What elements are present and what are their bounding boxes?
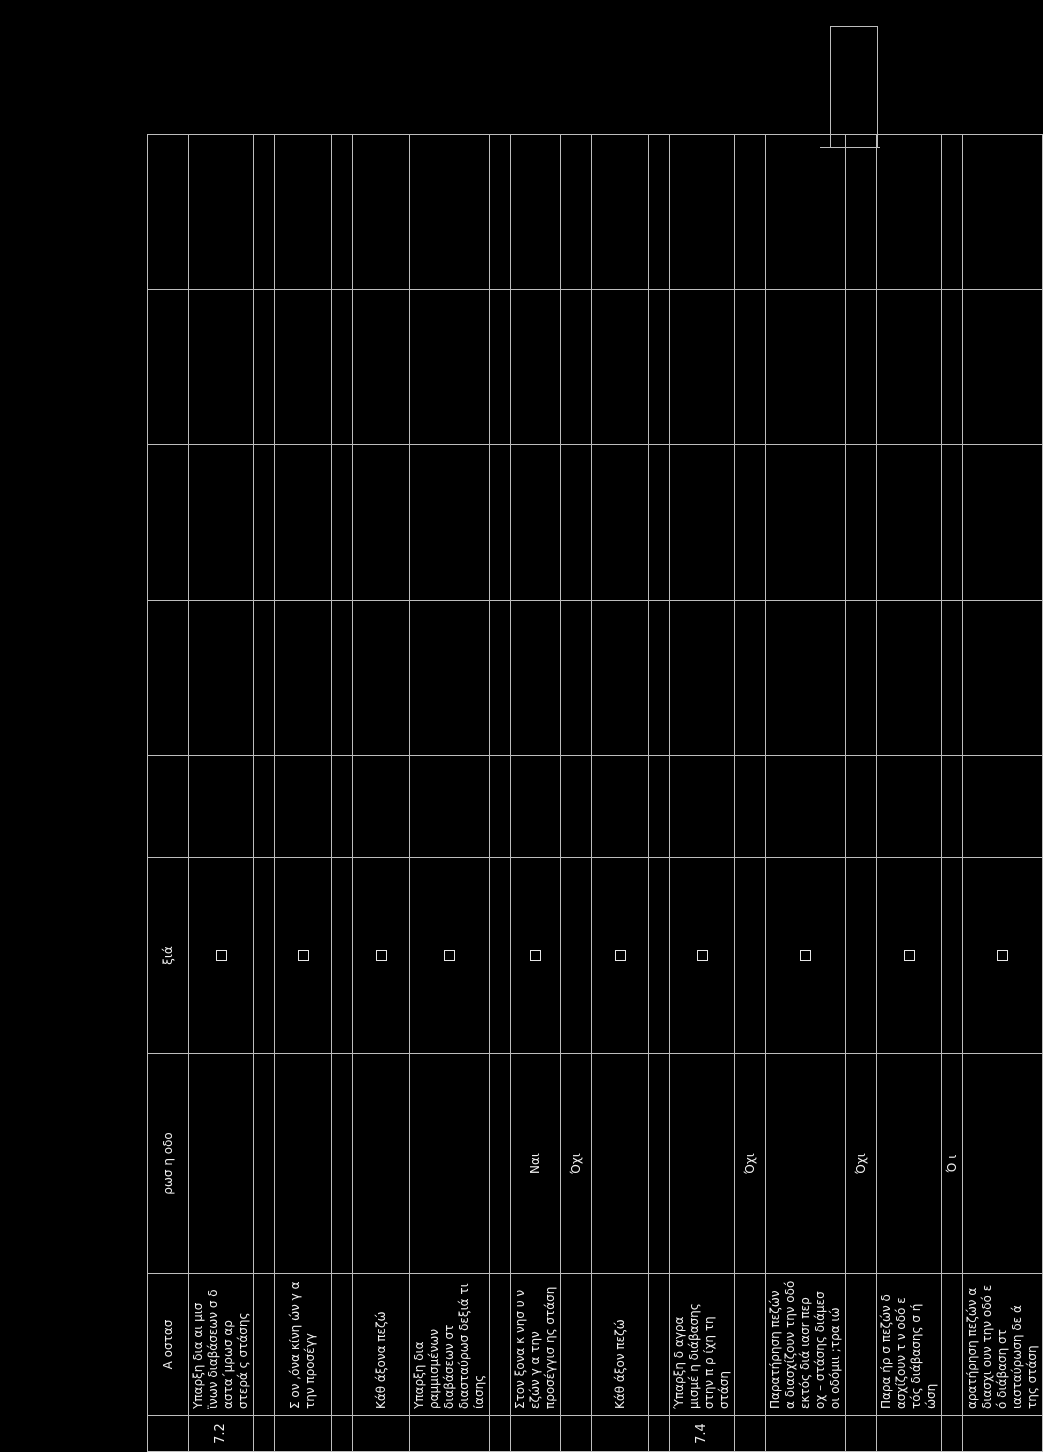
row-number: 7.2	[189, 1416, 254, 1452]
row-observation	[410, 1054, 490, 1274]
row-empty-cell	[735, 290, 766, 445]
row-empty-cell	[490, 600, 511, 755]
side-box	[830, 26, 878, 148]
table-row	[254, 135, 275, 1452]
row-description	[561, 1274, 592, 1416]
row-empty-cell	[410, 135, 490, 290]
header-empty-4	[148, 135, 189, 290]
row-empty-cell	[490, 445, 511, 600]
row-empty-cell	[670, 135, 735, 290]
row-empty-cell	[275, 756, 332, 858]
row-description: Παρα ήρ σ πεζών δ ασχίζουν τ ν οδό ε τός διάβασης σ ή ώση	[877, 1274, 942, 1416]
row-empty-cell	[735, 445, 766, 600]
checkbox[interactable]	[530, 950, 541, 961]
row-number	[877, 1416, 942, 1452]
header-description: Α οστασ	[148, 1274, 189, 1416]
row-check-cell	[649, 858, 670, 1054]
row-empty-cell	[254, 135, 275, 290]
table-row	[511, 135, 561, 1452]
row-empty-cell	[766, 135, 846, 290]
checkbox[interactable]	[298, 950, 309, 961]
row-empty-cell	[275, 600, 332, 755]
row-empty-cell	[353, 445, 410, 600]
row-observation	[189, 1054, 254, 1274]
row-empty-cell	[592, 135, 649, 290]
row-empty-cell	[189, 135, 254, 290]
table-row	[561, 135, 592, 1452]
row-empty-cell	[275, 135, 332, 290]
row-empty-cell	[735, 600, 766, 755]
row-number	[410, 1416, 490, 1452]
row-check-cell	[275, 858, 332, 1054]
table-row	[735, 135, 766, 1452]
row-empty-cell	[963, 756, 1043, 858]
row-empty-cell	[963, 135, 1043, 290]
row-empty-cell	[254, 445, 275, 600]
row-empty-cell	[649, 600, 670, 755]
row-check-cell	[670, 858, 735, 1054]
row-number	[846, 1416, 877, 1452]
row-description	[846, 1274, 877, 1416]
row-observation	[332, 1054, 353, 1274]
row-empty-cell	[561, 445, 592, 600]
table-row	[670, 135, 735, 1452]
row-empty-cell	[332, 135, 353, 290]
row-observation	[963, 1054, 1043, 1274]
row-empty-cell	[189, 600, 254, 755]
row-empty-cell	[254, 600, 275, 755]
row-empty-cell	[410, 756, 490, 858]
row-description	[254, 1274, 275, 1416]
row-check-cell	[846, 858, 877, 1054]
row-empty-cell	[332, 756, 353, 858]
row-empty-cell	[561, 135, 592, 290]
row-empty-cell	[511, 445, 561, 600]
row-number	[942, 1416, 963, 1452]
row-observation: Όχι	[735, 1054, 766, 1274]
row-empty-cell	[846, 290, 877, 445]
row-check-cell	[942, 858, 963, 1054]
row-empty-cell	[942, 135, 963, 290]
row-check-cell	[766, 858, 846, 1054]
row-empty-cell	[877, 445, 942, 600]
row-empty-cell	[877, 756, 942, 858]
row-description	[490, 1274, 511, 1416]
row-observation: Όχι	[846, 1054, 877, 1274]
row-empty-cell	[561, 756, 592, 858]
row-empty-cell	[490, 135, 511, 290]
row-description: Παρατήρηση πεζών α διασχίζουν την οδό εκτός διά ιασr περ οχ – στάσης διάμεσ οι οδόμιι ;τρα ιώ	[766, 1274, 846, 1416]
row-check-cell	[254, 858, 275, 1054]
row-observation	[592, 1054, 649, 1274]
header-number	[148, 1416, 189, 1452]
row-empty-cell	[592, 290, 649, 445]
table-row	[942, 135, 963, 1452]
row-empty-cell	[511, 756, 561, 858]
row-empty-cell	[490, 290, 511, 445]
row-empty-cell	[410, 445, 490, 600]
row-empty-cell	[353, 135, 410, 290]
table-row	[490, 135, 511, 1452]
row-empty-cell	[670, 756, 735, 858]
row-empty-cell	[511, 600, 561, 755]
table-body	[189, 135, 1043, 1452]
row-empty-cell	[649, 135, 670, 290]
row-empty-cell	[254, 290, 275, 445]
row-empty-cell	[592, 756, 649, 858]
row-number	[963, 1416, 1043, 1452]
row-empty-cell	[846, 135, 877, 290]
row-empty-cell	[846, 445, 877, 600]
table-row	[877, 135, 942, 1452]
row-empty-cell	[670, 600, 735, 755]
header-check: ξιά	[148, 858, 189, 1054]
row-empty-cell	[332, 600, 353, 755]
row-empty-cell	[670, 445, 735, 600]
row-empty-cell	[942, 290, 963, 445]
row-observation	[670, 1054, 735, 1274]
checkbox[interactable]	[904, 950, 915, 961]
row-number	[332, 1416, 353, 1452]
table-row	[649, 135, 670, 1452]
table-header-row	[148, 135, 189, 1452]
row-number	[511, 1416, 561, 1452]
row-number	[735, 1416, 766, 1452]
row-check-cell	[410, 858, 490, 1054]
row-empty-cell	[942, 756, 963, 858]
row-observation	[275, 1054, 332, 1274]
row-description	[332, 1274, 353, 1416]
row-number	[275, 1416, 332, 1452]
row-empty-cell	[649, 445, 670, 600]
checkbox[interactable]	[697, 950, 708, 961]
row-empty-cell	[410, 600, 490, 755]
table-row	[592, 135, 649, 1452]
row-number	[592, 1416, 649, 1452]
row-empty-cell	[735, 756, 766, 858]
row-check-cell	[189, 858, 254, 1054]
row-empty-cell	[670, 290, 735, 445]
row-empty-cell	[766, 290, 846, 445]
row-check-cell	[561, 858, 592, 1054]
row-description: Στον ξονα κ νησ υ ν εζών γ α την προσέγγισ ης στάση	[511, 1274, 561, 1416]
table-row	[963, 135, 1043, 1452]
row-empty-cell	[189, 290, 254, 445]
row-empty-cell	[332, 445, 353, 600]
row-empty-cell	[846, 756, 877, 858]
checkbox[interactable]	[615, 950, 626, 961]
row-empty-cell	[649, 756, 670, 858]
row-empty-cell	[332, 290, 353, 445]
table-row	[410, 135, 490, 1452]
row-empty-cell	[735, 135, 766, 290]
row-empty-cell	[189, 445, 254, 600]
row-description	[649, 1274, 670, 1416]
row-check-cell	[735, 858, 766, 1054]
row-empty-cell	[561, 290, 592, 445]
row-observation: Ναι	[511, 1054, 561, 1274]
row-empty-cell	[877, 600, 942, 755]
row-empty-cell	[490, 756, 511, 858]
row-empty-cell	[942, 600, 963, 755]
row-empty-cell	[766, 600, 846, 755]
row-empty-cell	[561, 600, 592, 755]
row-description	[942, 1274, 963, 1416]
row-empty-cell	[963, 290, 1043, 445]
row-observation	[254, 1054, 275, 1274]
row-empty-cell	[275, 290, 332, 445]
header-empty-3	[148, 290, 189, 445]
table-row	[846, 135, 877, 1452]
checkbox[interactable]	[997, 950, 1008, 961]
row-observation: Όχι	[561, 1054, 592, 1274]
row-empty-cell	[877, 290, 942, 445]
row-number	[353, 1416, 410, 1452]
row-description: αρατήρηση πεζών α διασχι ουν την οδό ε ό διάβαση στ ιασταύρωση δε ά της στάση	[963, 1274, 1043, 1416]
row-empty-cell	[254, 756, 275, 858]
row-check-cell	[490, 858, 511, 1054]
row-observation	[649, 1054, 670, 1274]
checkbox[interactable]	[444, 950, 455, 961]
row-empty-cell	[592, 600, 649, 755]
row-empty-cell	[592, 445, 649, 600]
checkbox[interactable]	[376, 950, 387, 961]
row-observation	[877, 1054, 942, 1274]
row-description: Υπαρξη δια ραμμισμένων διαβάσεων στ διασταύρωσ δεξιά τι ίασης	[410, 1274, 490, 1416]
row-description: Υπαρξη δια αι μισ ϊνων διαβάσεων σ δ αστα΄μρωσ αρ στερά ς στάσης	[189, 1274, 254, 1416]
row-check-cell	[877, 858, 942, 1054]
checklist-table	[147, 134, 1043, 1452]
row-description: Ύπαρξη δ αγρα μισμέ η διάβασης στην π ρ ίχη τη στάση	[670, 1274, 735, 1416]
table-row	[766, 135, 846, 1452]
header-empty-2	[148, 445, 189, 600]
row-check-cell	[353, 858, 410, 1054]
row-number	[649, 1416, 670, 1452]
row-number: 7.4	[670, 1416, 735, 1452]
row-empty-cell	[963, 445, 1043, 600]
header-empty-1	[148, 600, 189, 755]
row-empty-cell	[410, 290, 490, 445]
row-empty-cell	[353, 600, 410, 755]
checkbox[interactable]	[800, 950, 811, 961]
row-observation	[766, 1054, 846, 1274]
row-description: Κάθ άξονα πεζώ	[353, 1274, 410, 1416]
row-empty-cell	[963, 600, 1043, 755]
row-check-cell	[963, 858, 1043, 1054]
row-empty-cell	[766, 756, 846, 858]
row-number	[254, 1416, 275, 1452]
row-description: Σ ον ,όνα κίνη ών γ α την προσέγγ	[275, 1274, 332, 1416]
row-empty-cell	[353, 756, 410, 858]
row-observation: Ό ι	[942, 1054, 963, 1274]
row-empty-cell	[511, 135, 561, 290]
table-row	[353, 135, 410, 1452]
row-observation	[353, 1054, 410, 1274]
row-check-cell	[592, 858, 649, 1054]
row-empty-cell	[942, 445, 963, 600]
row-empty-cell	[353, 290, 410, 445]
row-empty-cell	[649, 290, 670, 445]
row-number	[490, 1416, 511, 1452]
row-empty-cell	[189, 756, 254, 858]
header-extra	[148, 756, 189, 858]
table-row	[189, 135, 254, 1452]
row-description: Κάθ άξον πεζώ	[592, 1274, 649, 1416]
table-row	[275, 135, 332, 1452]
row-number	[561, 1416, 592, 1452]
row-empty-cell	[877, 135, 942, 290]
checkbox[interactable]	[216, 950, 227, 961]
row-check-cell	[511, 858, 561, 1054]
row-observation	[490, 1054, 511, 1274]
table-row	[332, 135, 353, 1452]
row-description	[735, 1274, 766, 1416]
row-empty-cell	[846, 600, 877, 755]
header-observation: ρωσ η οδο	[148, 1054, 189, 1274]
row-check-cell	[332, 858, 353, 1054]
row-number	[766, 1416, 846, 1452]
row-empty-cell	[766, 445, 846, 600]
row-empty-cell	[275, 445, 332, 600]
row-empty-cell	[511, 290, 561, 445]
